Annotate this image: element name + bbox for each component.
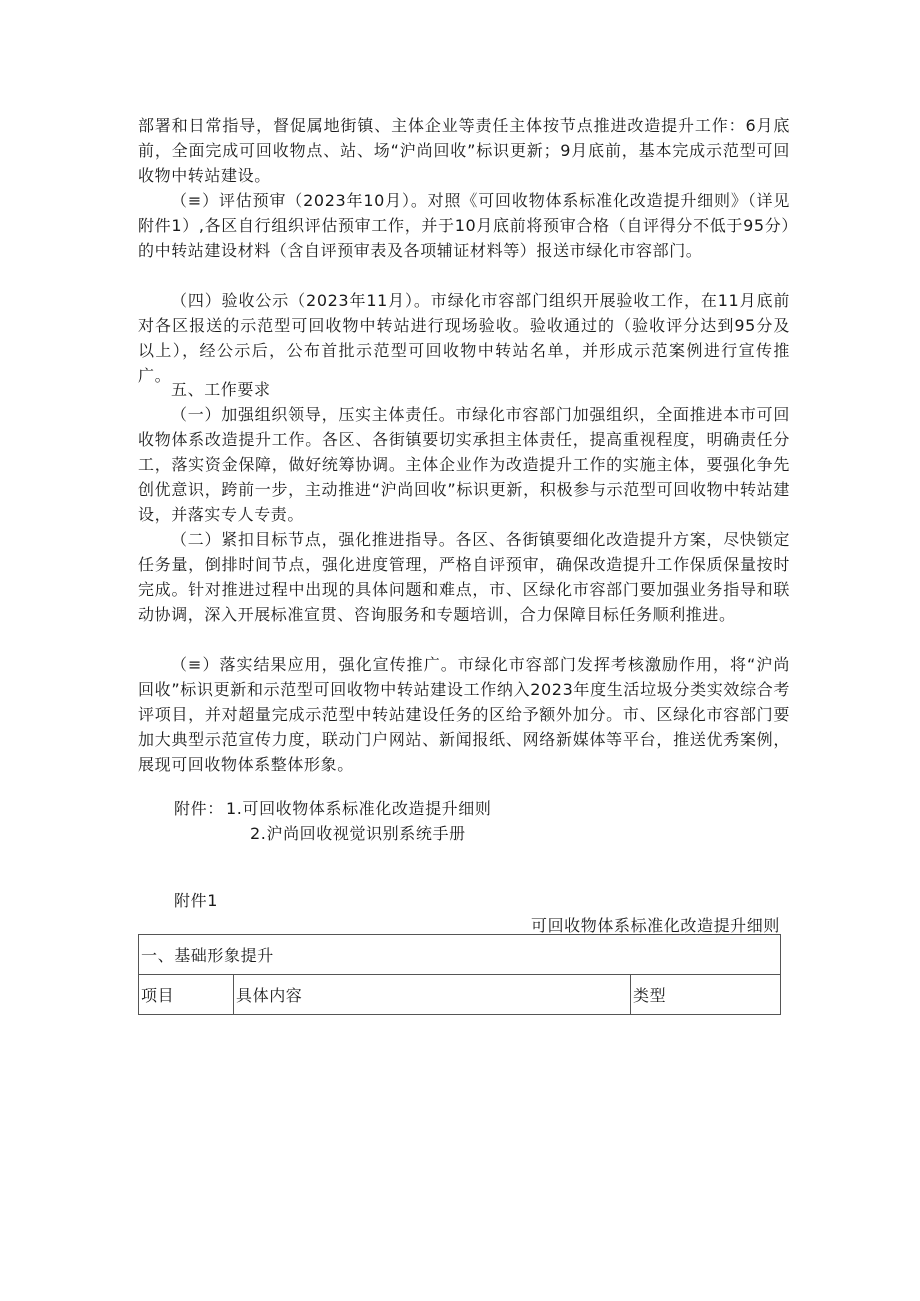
attachment-label: 附件： — [174, 799, 224, 818]
table-header-item: 项目 — [139, 975, 234, 1015]
annex-title: 可回收物体系标准化改造提升细则 — [530, 916, 780, 935]
annex-label: 附件1 — [174, 891, 218, 910]
table-section-title: 一、基础形象提升 — [139, 935, 781, 975]
criteria-table — [138, 934, 781, 1015]
table-header-type: 类型 — [631, 975, 781, 1015]
table-section-row — [139, 935, 781, 975]
table-header-content: 具体内容 — [234, 975, 631, 1015]
paragraph-organization-leadership: （一）加强组织领导，压实主体责任。市绿化市容部门加强组织，全面推进本市可回收物体系改造提升工作。各区、各街镇要切实承担主体责任，提高重视程度，明确责任分工，落实资金保障，做好统筹协调。主体企业作为改造提升工作的实施主体，要强化争先创优意识，跨前一步，主动推进“沪尚回收”标识更新，积极参与示范型可回收物中转站建设，并落实专人专责。 — [138, 405, 790, 524]
section-heading-work-requirements: 五、工作要求 — [171, 380, 271, 399]
paragraph-acceptance-publicity: （四）验收公示（2023年11月）。市绿化市容部门组织开展验收工作，在11月底前对各区报送的示范型可回收物中转站进行现场验收。验收通过的（验收评分达到95分及以上），经公示后，公布首批示范型可回收物中转站名单，并形成示范案例进行宣传推广。 — [138, 291, 790, 385]
paragraph-evaluation-precheck: （≡）评估预审（2023年10月）。对照《可回收物体系标准化改造提升细则》（详见附件1）,各区自行组织评估预审工作，并于10月底前将预审合格（自评得分不低于95分）的中转站建设材料（含自评预审表及各项辅证材料等）报送市绿化市容部门。 — [138, 191, 790, 260]
table-header-row — [139, 975, 781, 1015]
paragraph-schedule-continued: 部署和日常指导，督促属地街镇、主体企业等责任主体按节点推进改造提升工作：6月底前，全面完成可回收物点、站、场“沪尚回收”标识更新；9月底前，基本完成示范型可回收物中转站建设。 — [138, 116, 790, 185]
paragraph-target-nodes: （二）紧扣目标节点，强化推进指导。各区、各街镇要细化改造提升方案，尽快锁定任务量，倒排时间节点，强化进度管理，严格自评预审，确保改造提升工作保质保量按时完成。针对推进过程中出现的具体问题和难点，市、区绿化市容部门要加强业务指导和联动协调，深入开展标准宣贯、咨询服务和专题培训，合力保障目标任务顺利推进。 — [138, 530, 790, 624]
paragraph-result-application: （≡）落实结果应用，强化宣传推广。市绿化市容部门发挥考核激励作用，将“沪尚回收”标识更新和示范型可回收物中转站建设工作纳入2023年度生活垃圾分类实效综合考评项目，并对超量完成示范型中转站建设任务的区给予额外加分。市、区绿化市容部门要加大典型示范宣传力度，联动门户网站、新闻报纸、网络新媒体等平台，推送优秀案例，展现可回收物体系整体形象。 — [138, 655, 790, 774]
attachment-item-2: 2.沪尚回收视觉识别系统手册 — [250, 824, 466, 843]
attachment-item-1: 1.可回收物体系标准化改造提升细则 — [226, 799, 492, 818]
